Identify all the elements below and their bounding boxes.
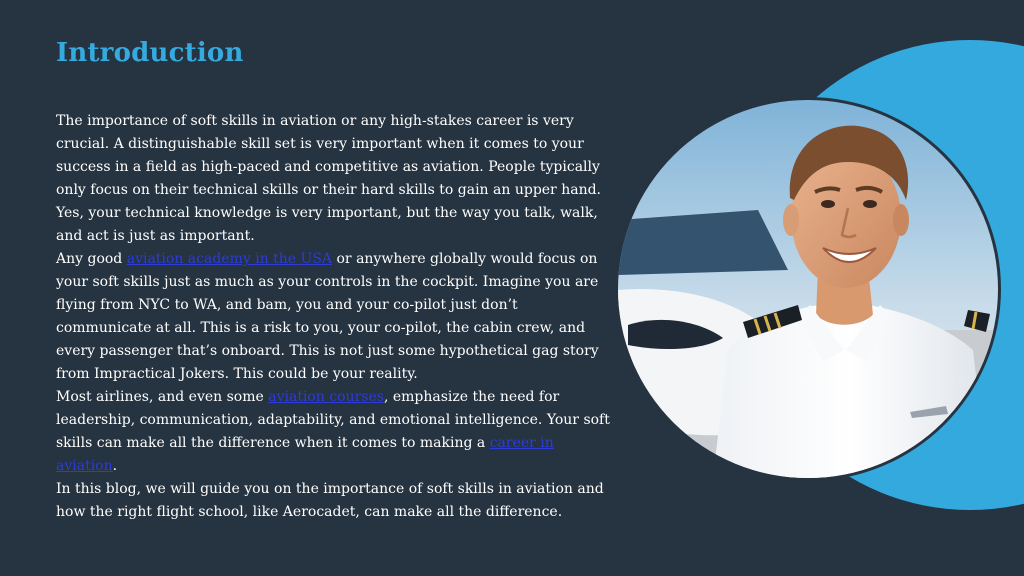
paragraph-3 [56, 386, 616, 478]
paragraph-text: The importance of soft skills in aviation or any high-stakes career is very crucial. A distinguishable skill set is very important when it comes to your success in a field as high-paced and competitive as aviation. People typically only focus on their technical skills or their hard skills to gain an upper hand. Yes, your technical knowledge is very important, but the way you talk, walk, and act is just as important. [56, 113, 601, 244]
aircraft-tail [618, 210, 788, 275]
paragraph-text: Most airlines, and even some [56, 389, 269, 405]
slide-title: Introduction [56, 38, 244, 68]
paragraph-text: . [112, 458, 118, 474]
pilot-illustration [618, 100, 998, 478]
left-eye [821, 200, 835, 208]
paragraph-1 [56, 110, 616, 248]
paragraph-text: In this blog, we will guide you on the importance of soft skills in aviation and how the right flight school, like Aerocadet, can make all the difference. [56, 481, 604, 520]
paragraph-4 [56, 478, 616, 524]
aviation-academy-link[interactable]: aviation academy in the USA [126, 251, 333, 267]
paragraph-2 [56, 248, 616, 386]
body-text [56, 110, 616, 524]
pilot-portrait-image [618, 100, 998, 478]
paragraph-text: , emphasize the need for leadership, communication, adaptability, and emotional intelligence. Your soft skills can make all the difference when it comes to making a [56, 389, 610, 451]
aviation-courses-link[interactable]: aviation courses [268, 389, 384, 405]
right-ear [893, 204, 909, 236]
left-ear [783, 204, 799, 236]
paragraph-text: Any good [56, 251, 127, 267]
career-in-aviation-link[interactable]: career in aviation [56, 435, 554, 474]
right-eye [863, 200, 877, 208]
paragraph-text: or anywhere globally would focus on your soft skills just as much as your controls in the cockpit. Imagine you are flying from NYC to WA, and bam, you and your co-pilot just don’t communicate at all. This is a risk to you, your co-pilot, the cabin crew, and every passenger that’s onboard. This is not just some hypothetical gag story from Impractical Jokers. This could be your reality. [56, 251, 599, 382]
